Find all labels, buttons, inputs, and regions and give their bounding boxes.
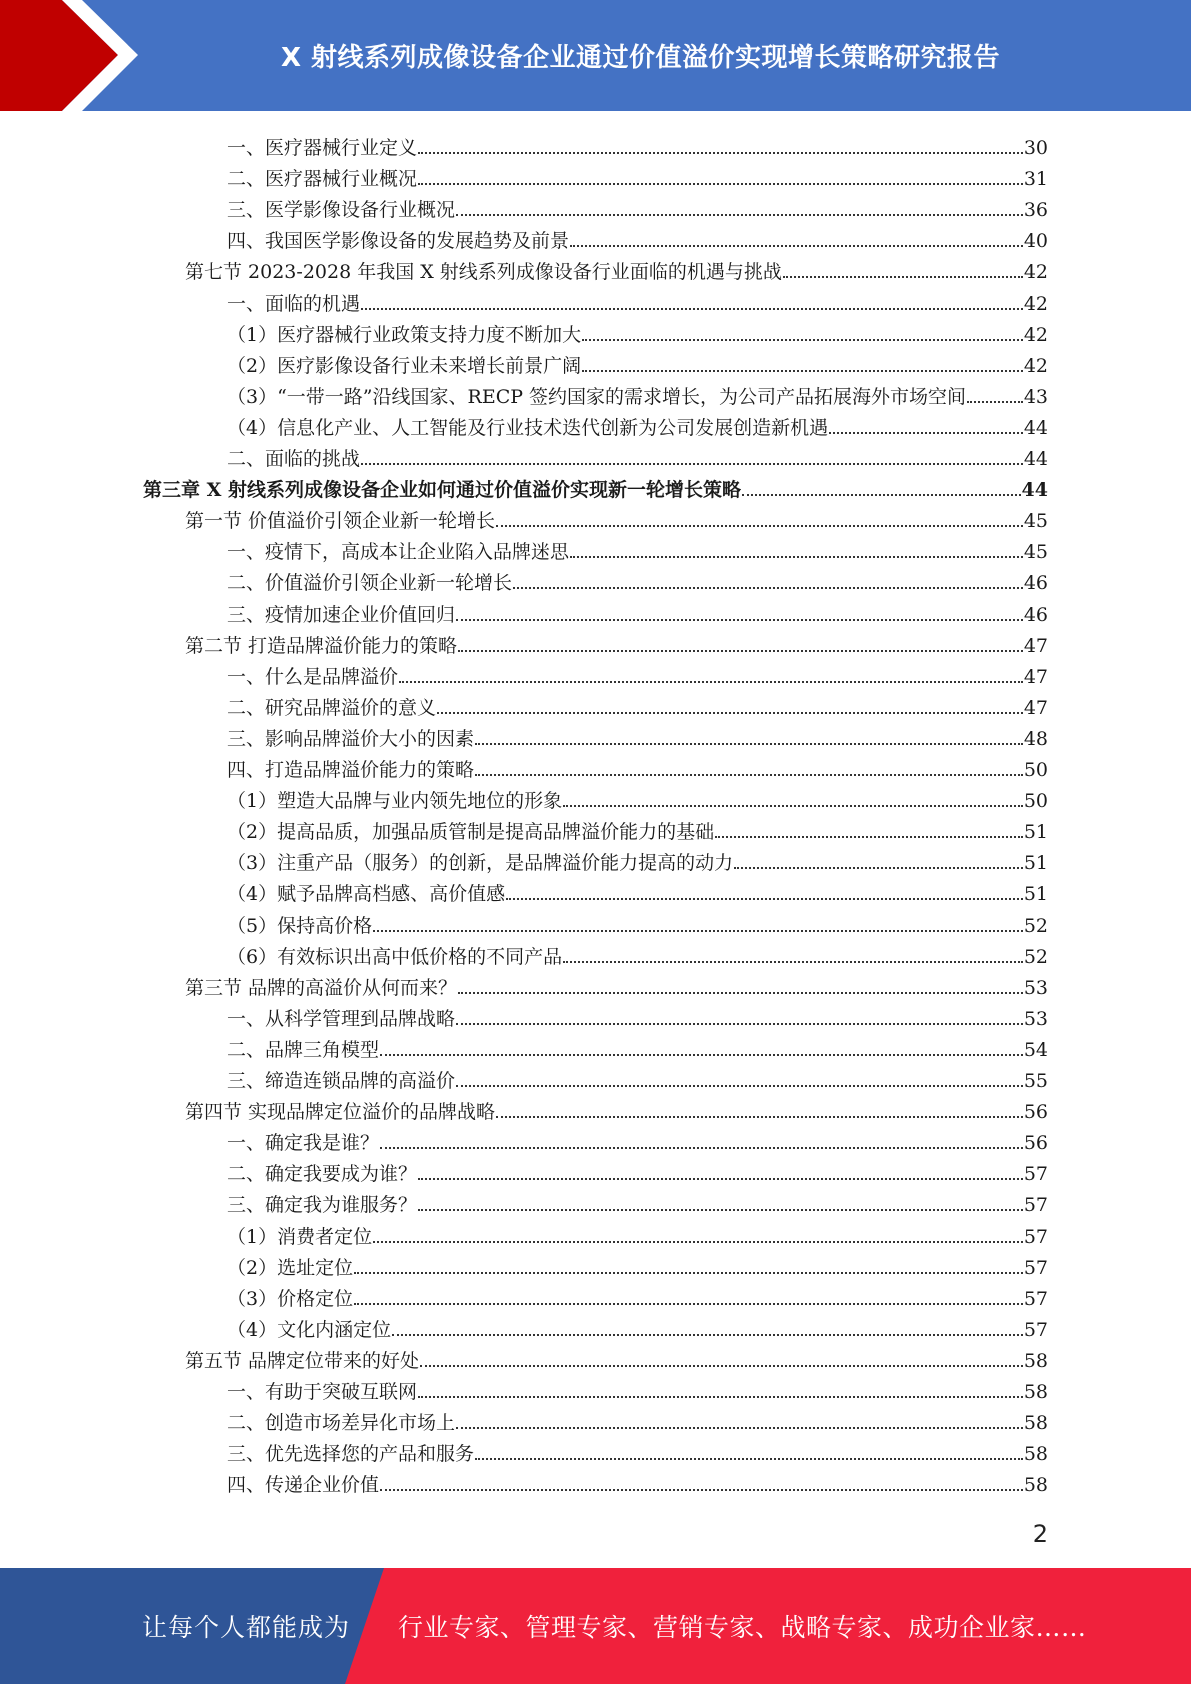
toc-leader-dots	[475, 743, 1023, 745]
toc-entry[interactable]	[227, 843, 1048, 874]
toc-entry-title: 三、缔造连锁品牌的高溢价	[227, 1070, 456, 1092]
toc-entry[interactable]	[185, 501, 1048, 532]
toc-entry-page: 47	[1023, 696, 1048, 719]
toc-entry-page: 31	[1023, 168, 1048, 191]
toc-leader-dots	[418, 1396, 1023, 1398]
toc-leader-dots	[715, 836, 1023, 838]
page-footer	[0, 1568, 1191, 1684]
toc-entry-title: （3）注重产品（服务）的创新，是品牌溢价能力提高的动力	[227, 852, 734, 875]
toc-entry-title: 三、影响品牌溢价大小的因素	[227, 727, 475, 750]
toc-entry-title: （1）医疗器械行业政策支持力度不断加大	[227, 323, 582, 346]
toc-entry[interactable]	[227, 284, 1048, 315]
toc-entry-page: 57	[1023, 1194, 1048, 1217]
toc-entry-page: 57	[1023, 1256, 1048, 1279]
toc-entry-title: 第七节 2023-2028 年我国 X 射线系列成像设备行业面临的机遇与挑战	[185, 261, 782, 284]
toc-entry[interactable]	[227, 1279, 1048, 1310]
toc-entry[interactable]	[227, 1061, 1048, 1092]
toc-entry-title: （3）“一带一路”沿线国家、RECP 签约国家的需求增长，为公司产品拓展海外市场空间	[227, 385, 967, 408]
toc-entry-title: 第二节 打造品牌溢价能力的策略	[185, 634, 458, 657]
toc-entry[interactable]	[227, 595, 1048, 626]
toc-leader-dots	[496, 1116, 1023, 1118]
toc-leader-dots	[361, 463, 1023, 465]
toc-entry[interactable]	[227, 128, 1048, 159]
toc-leader-dots	[420, 1365, 1023, 1367]
toc-entry-title: 二、创造市场差异化市场上	[227, 1412, 456, 1435]
toc-entry-page: 52	[1023, 914, 1048, 937]
toc-entry-page: 43	[1023, 385, 1048, 408]
toc-leader-dots	[570, 556, 1023, 558]
toc-entry[interactable]	[227, 657, 1048, 688]
toc-entry-title: 第四节 实现品牌定位溢价的品牌战略	[185, 1101, 496, 1124]
toc-leader-dots	[418, 152, 1023, 154]
toc-leader-dots	[475, 774, 1023, 776]
toc-leader-dots	[513, 587, 1023, 589]
toc-leader-dots	[734, 867, 1023, 869]
toc-entry-page: 47	[1023, 665, 1048, 688]
toc-entry[interactable]	[227, 999, 1048, 1030]
toc-entry-title: 四、打造品牌溢价能力的策略	[227, 759, 475, 781]
toc-entry-title: 一、什么是品牌溢价	[227, 665, 399, 688]
toc-leader-dots	[456, 1085, 1023, 1087]
toc-entry-title: 二、医疗器械行业概况	[227, 168, 418, 191]
toc-entry[interactable]	[227, 563, 1048, 594]
toc-entry-title: 一、医疗器械行业定义	[227, 137, 418, 159]
toc-entry-page: 58	[1023, 1443, 1048, 1466]
toc-entry-page: 57	[1023, 1163, 1048, 1186]
toc-entry-title: 第五节 品牌定位带来的好处	[185, 1349, 420, 1372]
toc-entry-page: 40	[1023, 230, 1048, 253]
toc-entry-title: 一、疫情下，高成本让企业陷入品牌迷思	[227, 541, 570, 564]
toc-entry[interactable]	[143, 470, 1048, 501]
toc-entry-title: （6）有效标识出高中低价格的不同产品	[227, 945, 563, 968]
toc-entry-title: 二、价值溢价引领企业新一轮增长	[227, 572, 513, 595]
toc-leader-dots	[399, 681, 1023, 683]
toc-leader-dots	[582, 339, 1023, 341]
page-header	[0, 0, 1191, 111]
toc-entry-title: 二、品牌三角模型	[227, 1038, 380, 1061]
toc-entry[interactable]	[227, 221, 1048, 252]
toc-leader-dots	[354, 1272, 1023, 1274]
toc-entry[interactable]	[227, 315, 1048, 346]
toc-entry-title: 第一节 价值溢价引领企业新一轮增长	[185, 510, 496, 533]
toc-leader-dots	[783, 276, 1023, 278]
toc-leader-dots	[506, 898, 1023, 900]
toc-entry-page: 58	[1023, 1474, 1048, 1497]
toc-entry[interactable]	[227, 159, 1048, 190]
toc-entry-page: 42	[1023, 292, 1048, 315]
toc-leader-dots	[354, 1303, 1023, 1305]
toc-entry-page: 57	[1023, 1318, 1048, 1341]
toc-entry[interactable]	[227, 346, 1048, 377]
toc-entry[interactable]	[227, 906, 1048, 937]
toc-entry[interactable]	[227, 781, 1048, 812]
toc-leader-dots	[570, 245, 1023, 247]
toc-entry-page: 57	[1023, 1287, 1048, 1310]
page-number: 2	[1032, 1520, 1048, 1548]
toc-entry[interactable]	[227, 1403, 1048, 1434]
toc-entry-page: 44	[1021, 479, 1048, 502]
toc-entry-page: 44	[1023, 448, 1048, 470]
toc-entry[interactable]	[227, 688, 1048, 719]
toc-entry[interactable]	[227, 1465, 1048, 1496]
toc-entry-title: 一、有助于突破互联网	[227, 1381, 418, 1403]
toc-entry-page: 48	[1023, 727, 1048, 750]
toc-leader-dots	[456, 1427, 1023, 1429]
toc-entry-page: 55	[1023, 1070, 1048, 1092]
toc-entry-page: 46	[1023, 572, 1048, 595]
toc-leader-dots	[418, 1178, 1023, 1180]
toc-entry[interactable]	[185, 1341, 1048, 1372]
toc-entry-page: 47	[1023, 634, 1048, 657]
toc-leader-dots	[458, 650, 1023, 652]
toc-entry-title: （2）提高品质，加强品质管制是提高品牌溢价能力的基础	[227, 821, 715, 844]
toc-leader-dots	[418, 1209, 1023, 1211]
toc-entry[interactable]	[227, 408, 1048, 439]
footer-roles: 行业专家、管理专家、营销专家、战略专家、成功企业家……	[398, 1613, 1087, 1642]
toc-leader-dots	[373, 930, 1023, 932]
toc-entry[interactable]	[227, 190, 1048, 221]
toc-entry-title: 三、优先选择您的产品和服务	[227, 1443, 475, 1466]
toc-entry-page: 36	[1023, 199, 1048, 222]
toc-entry[interactable]	[227, 812, 1048, 843]
toc-entry-page: 42	[1023, 261, 1048, 284]
toc-entry[interactable]	[185, 626, 1048, 657]
toc-leader-dots	[373, 1241, 1023, 1243]
toc-entry-page: 58	[1023, 1349, 1048, 1372]
toc-entry[interactable]	[227, 1217, 1048, 1248]
toc-entry-page: 50	[1023, 790, 1048, 813]
toc-entry-page: 56	[1023, 1132, 1048, 1155]
toc-entry-page: 51	[1023, 821, 1048, 844]
toc-leader-dots	[361, 308, 1023, 310]
toc-entry-title: （4）赋予品牌高档感、高价值感	[227, 883, 506, 906]
toc-entry-page: 52	[1023, 945, 1048, 968]
toc-leader-dots	[392, 1334, 1023, 1336]
toc-entry-title: （2）选址定位	[227, 1256, 354, 1279]
toc-leader-dots	[563, 805, 1023, 807]
toc-entry-page: 54	[1023, 1038, 1048, 1061]
toc-leader-dots	[829, 432, 1023, 434]
toc-entry-page: 45	[1023, 510, 1048, 533]
report-title: X 射线系列成像设备企业通过价值溢价实现增长策略研究报告	[280, 43, 1001, 73]
toc-entry-title: （2）医疗影像设备行业未来增长前景广阔	[227, 354, 582, 377]
toc-leader-dots	[496, 525, 1023, 527]
toc-leader-dots	[458, 992, 1023, 994]
toc-entry-page: 46	[1023, 603, 1048, 626]
footer-slogan: 让每个人都能成为	[142, 1613, 351, 1642]
toc-entry-page: 42	[1023, 323, 1048, 346]
toc-entry-page: 57	[1023, 1225, 1048, 1248]
toc-leader-dots	[380, 1054, 1023, 1056]
toc-entry-page: 58	[1023, 1381, 1048, 1403]
toc-entry-title: 第三节 品牌的高溢价从何而来？	[185, 976, 458, 999]
toc-leader-dots	[563, 961, 1023, 963]
toc-leader-dots	[418, 183, 1023, 185]
toc-leader-dots	[582, 370, 1023, 372]
toc-entry-title: 一、确定我是谁？	[227, 1132, 380, 1155]
toc-entry-title: 第三章 X 射线系列成像设备企业如何通过价值溢价实现新一轮增长策略	[143, 479, 741, 502]
toc-entry[interactable]	[185, 968, 1048, 999]
toc-leader-dots	[742, 494, 1021, 496]
toc-leader-dots	[456, 619, 1023, 621]
toc-leader-dots	[380, 1489, 1023, 1491]
toc-entry[interactable]	[227, 1154, 1048, 1185]
toc-entry-page: 30	[1023, 137, 1048, 159]
toc-entry[interactable]	[227, 1185, 1048, 1216]
toc-entry-title: （4）文化内涵定位	[227, 1318, 392, 1341]
toc-entry-title: （5）保持高价格	[227, 914, 373, 937]
toc-leader-dots	[456, 1023, 1023, 1025]
toc-entry[interactable]	[227, 1123, 1048, 1154]
toc-entry-title: 四、我国医学影像设备的发展趋势及前景	[227, 230, 570, 253]
toc-entry-title: （4）信息化产业、人工智能及行业技术迭代创新为公司发展创造新机遇	[227, 416, 829, 439]
toc-entry[interactable]	[227, 1030, 1048, 1061]
toc-entry-title: （1）消费者定位	[227, 1225, 373, 1248]
toc-leader-dots	[456, 214, 1023, 216]
toc-leader-dots	[437, 712, 1023, 714]
toc-entry-title: 一、从科学管理到品牌战略	[227, 1007, 456, 1030]
toc-leader-dots	[380, 1147, 1023, 1149]
toc-entry-title: （3）价格定位	[227, 1287, 354, 1310]
toc-entry-page: 56	[1023, 1101, 1048, 1124]
toc-entry-page: 42	[1023, 354, 1048, 377]
toc-entry-title: 二、研究品牌溢价的意义	[227, 696, 437, 719]
toc-entry[interactable]	[227, 439, 1048, 470]
toc-entry-title: 一、面临的机遇	[227, 292, 361, 315]
toc-entry-page: 53	[1023, 1007, 1048, 1030]
toc-entry[interactable]	[227, 874, 1048, 905]
toc-entry-title: 三、确定我为谁服务？	[227, 1194, 418, 1217]
toc-entry-title: 三、医学影像设备行业概况	[227, 199, 456, 222]
toc-entry[interactable]	[227, 1372, 1048, 1403]
toc-entry[interactable]	[185, 252, 1048, 283]
toc-entry-page: 45	[1023, 541, 1048, 564]
toc-leader-dots	[475, 1458, 1023, 1460]
toc-entry[interactable]	[227, 532, 1048, 563]
toc-entry-page: 50	[1023, 759, 1048, 781]
toc-entry-title: 二、确定我要成为谁？	[227, 1163, 418, 1186]
toc-entry-title: 三、疫情加速企业价值回归	[227, 603, 456, 626]
toc-entry-page: 44	[1023, 416, 1048, 439]
toc-entry-page: 58	[1023, 1412, 1048, 1435]
toc-entry-page: 51	[1023, 883, 1048, 906]
toc-entry[interactable]	[227, 1248, 1048, 1279]
toc-entry[interactable]	[185, 1092, 1048, 1123]
toc-entry-title: （1）塑造大品牌与业内领先地位的形象	[227, 790, 563, 813]
toc-entry-title: 四、传递企业价值	[227, 1474, 380, 1497]
toc-entry-page: 53	[1023, 976, 1048, 999]
toc-entry-title: 二、面临的挑战	[227, 448, 361, 470]
toc-entry[interactable]	[227, 750, 1048, 781]
toc-entry[interactable]	[227, 1310, 1048, 1341]
toc-entry[interactable]	[227, 937, 1048, 968]
toc-leader-dots	[967, 401, 1023, 403]
toc-entry[interactable]	[227, 377, 1048, 408]
toc-entry-page: 51	[1023, 852, 1048, 875]
toc-entry[interactable]	[227, 719, 1048, 750]
toc-entry[interactable]	[227, 1434, 1048, 1465]
header-arrow-decoration	[0, 0, 160, 111]
